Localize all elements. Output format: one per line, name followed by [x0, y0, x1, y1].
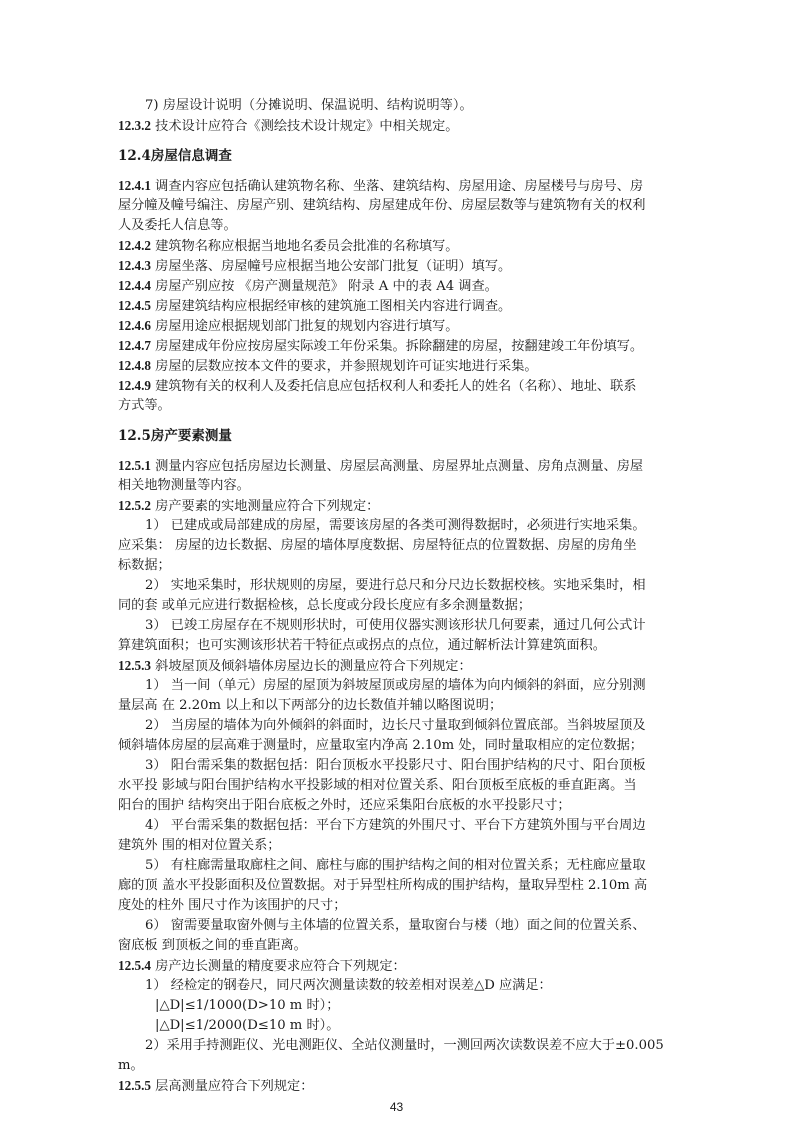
clause-12-3-2: 12.3.2 技术设计应符合《测绘技术设计规定》中相关规定。	[118, 118, 459, 134]
text-line: 同的套 或单元应进行数据检核，总长度或分段长度应有多余测量数据；	[118, 598, 532, 613]
section-heading-12-4: 12.4房屋信息调查	[118, 148, 232, 164]
item-7: 7) 房屋设计说明（分摊说明、保温说明、结构说明等）。	[145, 98, 473, 113]
text-line: 量层高 在 2.20m 以上和以下两部分的边长数值并辅以略图说明；	[118, 698, 503, 713]
clause-12-5-3: 12.5.3 斜坡屋顶及倾斜墙体房屋边长的测量应符合下列规定：	[118, 658, 472, 674]
text-line: m。	[118, 1058, 144, 1073]
text-line: 算建筑面积；也可实测该形状若干特征点或拐点的点位，通过解析法计算建筑面积。	[118, 638, 606, 653]
list-item: 2）采用手持测距仪、光电测距仪、全站仪测量时，一测回两次读数误差不应大于±0.005	[145, 1038, 664, 1053]
clause-12-4-3: 12.4.3 房屋坐落、房屋幢号应根据当地公安部门批复（证明）填写。	[118, 258, 512, 274]
clause-12-4-9: 12.4.9 建筑物有关的权利人及委托信息应包括权利人和委托人的姓名（名称）、地址、联系	[118, 378, 637, 394]
clause-12-4-1: 12.4.1 调查内容应包括确认建筑物名称、坐落、建筑结构、房屋用途、房屋楼号与房号、房	[118, 178, 644, 194]
formula-line: |△D|≤1/2000(D≤10 m 时）。	[155, 1018, 340, 1033]
clause-12-4-5: 12.4.5 房屋建筑结构应根据经审核的建筑施工图相关内容进行调查。	[118, 298, 512, 314]
text-line: 应采集： 房屋的边长数据、房屋的墙体厚度数据、房屋特征点的位置数据、房屋的房角坐	[118, 538, 637, 553]
clause-12-5-5: 12.5.5 层高测量应符合下列规定：	[118, 1078, 314, 1094]
clause-12-5-1: 12.5.1 测量内容应包括房屋边长测量、房屋层高测量、房屋界址点测量、房角点测量、房屋	[118, 458, 644, 474]
clause-12-4-6: 12.4.6 房屋用途应根据规划部门批复的规划内容进行填写。	[118, 318, 459, 334]
page-number: 43	[389, 1100, 404, 1114]
text-line: 度处的柱外 围尺寸作为该围护的尺寸；	[118, 898, 347, 913]
text-line: 人及委托人信息等。	[118, 218, 237, 233]
clause-12-4-4: 12.4.4 房屋产别应按 《房产测量规范》 附录 A 中的表 A4 调查。	[118, 278, 498, 294]
text-line: 水平投 影域与阳台围护结构水平投影域的相对位置关系、阳台顶板至底板的垂直距离。当	[118, 778, 637, 793]
clause-12-5-2: 12.5.2 房产要素的实地测量应符合下列规定：	[118, 498, 380, 514]
text-line: 建筑外 围的相对位置关系；	[118, 838, 281, 853]
text-line: 方式等。	[118, 398, 171, 413]
formula-line: |△D|≤1/1000(D>10 m 时）；	[155, 998, 340, 1013]
list-item: 1） 当一间（单元）房屋的屋顶为斜坡屋顶或房屋的墙体为向内倾斜的斜面，应分别测	[145, 678, 646, 693]
list-item: 2） 实地采集时，形状规则的房屋，要进行总尺和分尺边长数据校核。实地采集时，相	[145, 578, 646, 593]
list-item: 4） 平台需采集的数据包括：平台下方建筑的外围尺寸、平台下方建筑外围与平台周边	[145, 818, 646, 833]
list-item: 1） 已建成或局部建成的房屋，需要该房屋的各类可测得数据时，必须进行实地采集。	[145, 518, 646, 533]
list-item: 6） 窗需要量取窗外侧与主体墙的位置关系，量取窗台与楼（地）面之间的位置关系、	[145, 918, 646, 933]
text-line: 阳台的围护 结构突出于阳台底板之外时，还应采集阳台底板的水平投影尺寸；	[118, 798, 571, 813]
list-item: 1） 经检定的钢卷尺，同尺两次测量读数的较差相对误差△D 应满足：	[145, 978, 552, 993]
list-item: 3） 阳台需采集的数据包括：阳台顶板水平投影尺寸、阳台围护结构的尺寸、阳台顶板	[145, 758, 646, 773]
text-line: 廊的顶 盖水平投影面积及位置数据。对于异型柱所构成的围护结构，量取异型柱 2.10m 高	[118, 878, 648, 893]
list-item: 2） 当房屋的墙体为向外倾斜的斜面时，边长尺寸量取到倾斜位置底部。当斜坡屋顶及	[145, 718, 646, 733]
section-heading-12-5: 12.5房产要素测量	[118, 428, 232, 444]
text-line: 窗底板 到顶板之间的垂直距离。	[118, 938, 307, 953]
clause-12-5-4: 12.5.4 房产边长测量的精度要求应符合下列规定：	[118, 958, 406, 974]
clause-12-4-2: 12.4.2 建筑物名称应根据当地地名委员会批准的名称填写。	[118, 238, 459, 254]
text-line: 相关地物测量等内容。	[118, 478, 250, 493]
list-item: 3） 已竣工房屋存在不规则形状时，可使用仪器实测该形状几何要素，通过几何公式计	[145, 618, 646, 633]
clause-12-4-8: 12.4.8 房屋的层数应按本文件的要求，并参照规划许可证实地进行采集。	[118, 358, 538, 374]
text-line: 标数据；	[118, 558, 171, 573]
list-item: 5） 有柱廊需量取廊柱之间、廊柱与廊的围护结构之间的相对位置关系；无柱廊应量取	[145, 858, 646, 873]
text-line: 倾斜墙体房屋的层高难于测量时，应量取室内净高 2.10m 处，同时量取相应的定位数据；	[118, 738, 643, 753]
clause-12-4-7: 12.4.7 房屋建成年份应按房屋实际竣工年份采集。拆除翻建的房屋，按翻建竣工年份填写。	[118, 338, 644, 354]
text-line: 屋分幢及幢号编注、房屋产别、建筑结构、房屋建成年份、房屋层数等与建筑物有关的权利	[118, 198, 646, 213]
